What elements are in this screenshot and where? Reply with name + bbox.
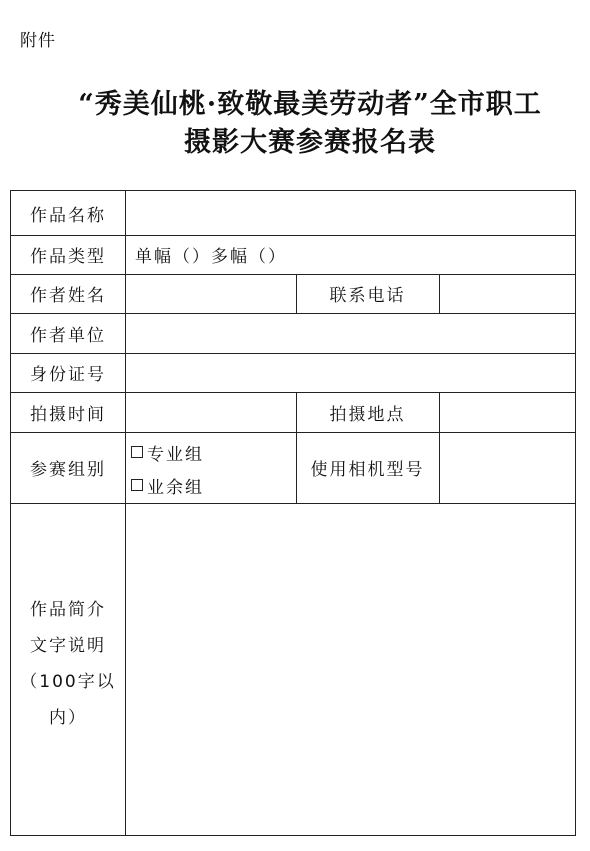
shoot-location-label: 拍摄地点 — [329, 404, 406, 425]
author-unit-label: 作者单位 — [30, 325, 106, 346]
camera-model-field[interactable] — [439, 432, 575, 503]
attachment-label: 附件 — [20, 31, 56, 51]
group-option-amateur[interactable] — [131, 472, 291, 498]
work-type-options[interactable]: 单幅（）多幅（） — [135, 247, 287, 267]
id-number-field[interactable] — [125, 353, 575, 392]
intro-label-line: 内） — [49, 708, 87, 728]
intro-label-line: 作品简介 — [30, 600, 106, 620]
intro-label-line: （100字以 — [20, 672, 116, 692]
work-name-label: 作品名称 — [30, 205, 106, 226]
checkbox-icon[interactable] — [131, 479, 143, 491]
author-name-field[interactable] — [125, 274, 296, 313]
work-type-label: 作品类型 — [30, 247, 106, 267]
intro-label-line: 文字说明 — [30, 636, 106, 656]
shoot-location-field[interactable] — [439, 392, 575, 432]
contact-phone-label: 联系电话 — [329, 286, 406, 306]
form-title: “秀美仙桃·致敬最美劳动者”全市职工 — [78, 89, 542, 120]
checkbox-icon[interactable] — [131, 446, 143, 458]
shoot-time-label: 拍摄时间 — [30, 404, 106, 425]
group-option-amateur-label: 业余组 — [147, 477, 204, 498]
work-name-field[interactable] — [125, 191, 575, 235]
author-unit-field[interactable] — [125, 313, 575, 353]
group-label: 参赛组别 — [30, 460, 106, 480]
shoot-time-field[interactable] — [125, 392, 296, 432]
group-option-professional[interactable] — [131, 439, 291, 465]
intro-field[interactable] — [125, 503, 575, 835]
camera-model-label: 使用相机型号 — [310, 460, 425, 480]
contact-phone-field[interactable] — [439, 274, 575, 313]
form-subtitle: 摄影大赛参赛报名表 — [184, 127, 436, 158]
author-name-label: 作者姓名 — [30, 286, 106, 306]
registration-form-table — [10, 190, 576, 836]
group-option-professional-label: 专业组 — [147, 444, 204, 465]
id-number-label: 身份证号 — [30, 365, 106, 385]
